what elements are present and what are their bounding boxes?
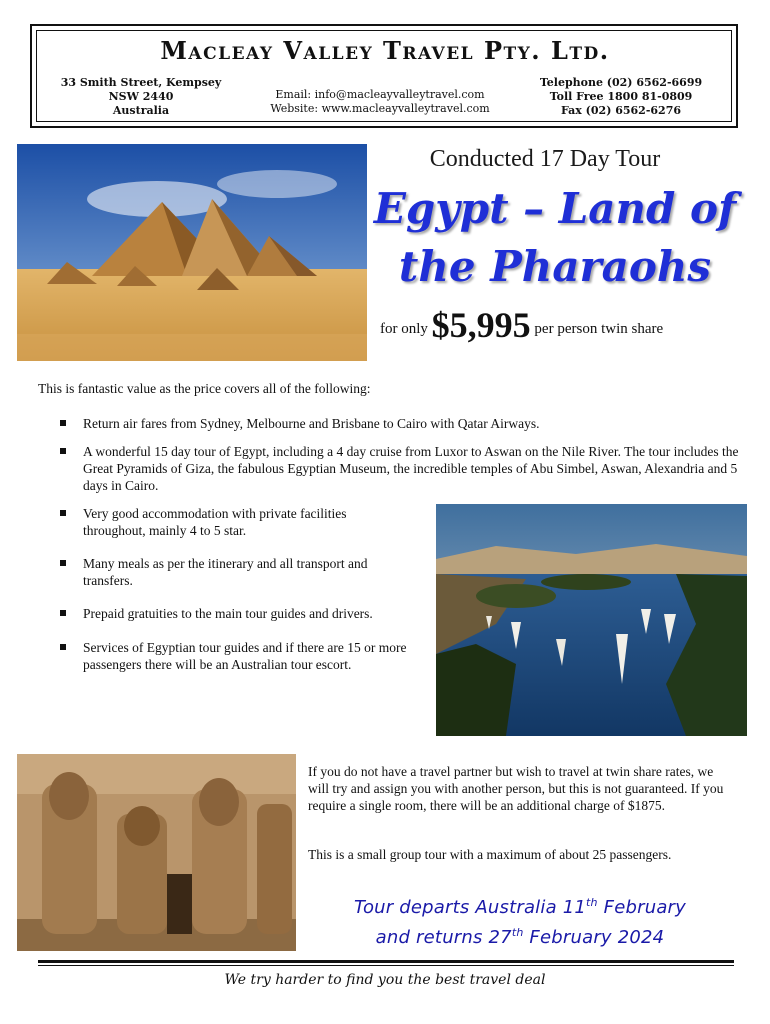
tour-title [360,180,750,296]
bullet-text: A wonderful 15 day tour of Egypt, including a 4 day cruise from Luxor to Aswan on the Nile River. The tour includes the Great Pyramids of Giza, the fabulous Egyptian Museum, the incredible temples of Abu Simbel, Aswan, Alexandria and 5 days in Cairo. [83,444,739,493]
abu-simbel-illustration [17,754,296,951]
contact-online [250,88,510,116]
tour-subtitle: Conducted 17 Day Tour [429,146,661,172]
bullet-marker [60,610,66,616]
pyramids-illustration [17,144,367,361]
price-prefix: for only [380,321,428,337]
return-month-text: February 2024 [523,927,665,948]
bullet-marker [60,448,66,454]
intro-text: This is fantastic value as the price covers all of the following: [38,381,371,396]
departure-line [300,896,740,918]
bullet-text: Services of Egyptian tour guides and if there are 15 or more passengers there will be an Australian tour escort. [83,640,407,672]
bullet-text: Return air fares from Sydney, Melbourne and Brisbane to Cairo with Qatar Airways. [83,416,540,431]
bullet-marker [60,560,66,566]
bullet-marker [60,644,66,650]
footer-tagline: We try harder to find you the best travel deal [224,972,546,988]
footer-divider-thick [38,960,734,963]
pyramids-photo [17,144,367,361]
footer-divider-thin [38,965,734,966]
email-text[interactable]: Email: info@macleayvalleytravel.com [275,88,485,101]
address-country: Australia [112,104,170,117]
group-size-info: This is a small group tour with a maximum of about 25 passengers. [308,847,672,862]
single-traveller-info: If you do not have a travel partner but wish to travel at twin share rates, we will try and assign you with another person, but this is not guaranteed. If you require a single room, there will be an additional charge of $1875. [308,764,724,813]
return-line [300,926,740,948]
price-value: $5,995 [431,305,531,345]
return-date-ordinal: th [511,926,524,939]
return-date-text: and returns 27 [375,927,512,948]
departure-date-ordinal: th [586,896,598,909]
company-name: Macleay Valley Travel Pty. Ltd. [160,36,610,65]
tour-title-line2: the Pharaohs [398,242,712,291]
address-state: NSW 2440 [108,90,174,103]
tollfree-text: Toll Free 1800 81-0809 [549,90,693,103]
bullet-text: Prepaid gratuities to the main tour guides and drivers. [83,606,373,621]
bullet-text: Many meals as per the itinerary and all transport and transfers. [83,556,368,588]
address-block [56,76,226,118]
fax-text: Fax (02) 6562-6276 [560,104,682,117]
contact-phones [528,76,714,118]
nile-illustration [436,504,747,736]
tour-title-line1: Egypt – Land of [373,184,737,233]
bullet-text: Very good accommodation with private facilities throughout, mainly 4 to 5 star. [83,506,347,538]
abu-simbel-photo [17,754,296,951]
price-row [380,304,740,346]
price-suffix: per person twin share [534,321,664,337]
nile-river-photo [436,504,747,736]
departure-date-text: Tour departs Australia 11 [353,897,587,918]
bullet-marker [60,510,66,516]
telephone-text: Telephone (02) 6562-6699 [539,76,703,89]
bullet-marker [60,420,66,426]
address-street: 33 Smith Street, Kempsey [60,76,222,89]
website-text[interactable]: Website: www.macleayvalleytravel.com [270,102,490,115]
departure-month-text: February [597,897,687,918]
